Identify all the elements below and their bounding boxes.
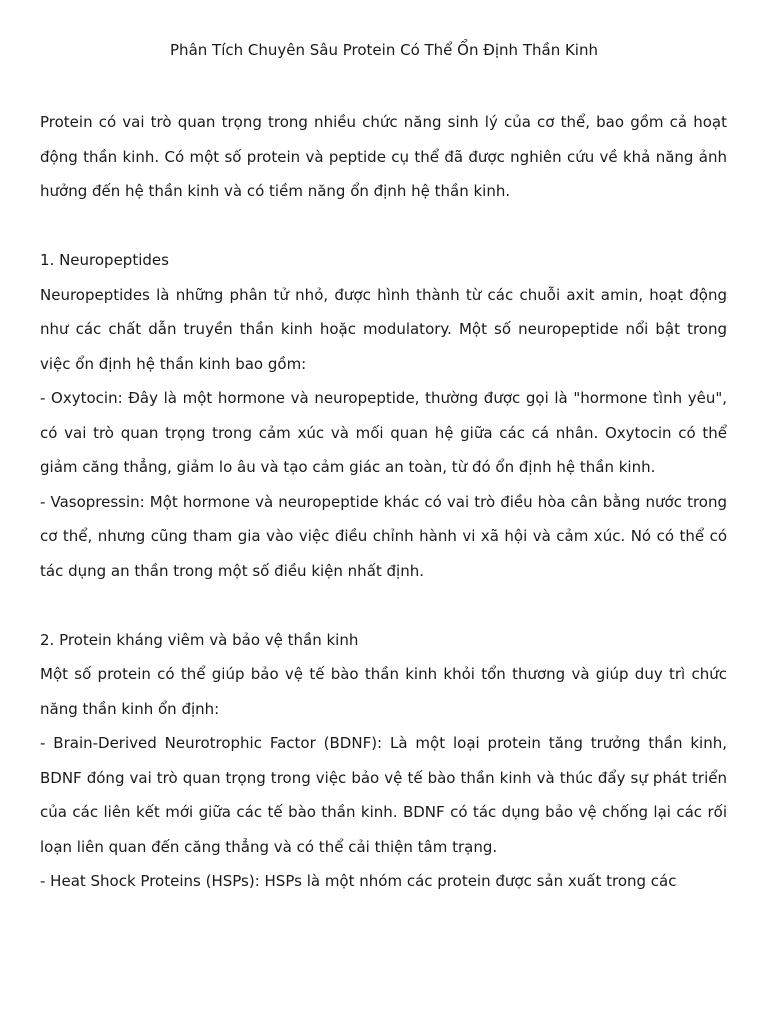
section-2-item-hsps: - Heat Shock Proteins (HSPs): HSPs là một nhóm các protein được sản xuất trong các xyxy=(40,872,677,890)
section-2-heading: 2. Protein kháng viêm và bảo vệ thần kinh xyxy=(40,630,359,649)
document-title: Phân Tích Chuyên Sâu Protein Có Thể Ổn Định Thần Kinh xyxy=(170,41,598,59)
section-1-paragraph: Neuropeptides là những phân tử nhỏ, được hình thành từ các chuỗi axit amin, hoạt động như các chất dẫn truyền thần kinh hoặc modulatory. Một số neuropeptide nổi bật trong việc ổn định hệ thần kinh bao gồm: xyxy=(40,285,727,373)
section-1-heading: 1. Neuropeptides xyxy=(40,251,169,269)
paragraph-spacer xyxy=(40,209,727,244)
document-body xyxy=(40,105,727,899)
section-1-item-oxytocin: - Oxytocin: Đây là một hormone và neuropeptide, thường được gọi là "hormone tình yêu", có vai trò quan trọng trong cảm xúc và mối quan hệ giữa các cá nhân. Oxytocin có thể giảm căng thẳng, giảm lo âu và tạo cảm giác an toàn, từ đó ổn định hệ thần kinh. xyxy=(40,389,727,476)
section-2-item-bdnf: - Brain-Derived Neurotrophic Factor (BDNF): Là một loại protein tăng trưởng thần kinh, BDNF đóng vai trò quan trọng trong việc bảo vệ tế bào thần kinh và thúc đẩy sự phát triển của các liên kết mới giữa các tế bào thần kinh. BDNF có tác dụng bảo vệ chống lại các rối loạn liên quan đến căng thẳng và có thể cải thiện tâm trạng. xyxy=(40,734,727,856)
paragraph-spacer xyxy=(40,588,727,623)
section-1-item-vasopressin: - Vasopressin: Một hormone và neuropeptide khác có vai trò điều hòa cân bằng nước trong cơ thể, nhưng cũng tham gia vào việc điều chỉnh hành vi xã hội và cảm xúc. Nó có thể có tác dụng an thần trong một số điều kiện nhất định. xyxy=(40,492,727,580)
intro-paragraph: Protein có vai trò quan trọng trong nhiều chức năng sinh lý của cơ thể, bao gồm cả hoạt động thần kinh. Có một số protein và peptide cụ thể đã được nghiên cứu về khả năng ảnh hưởng đến hệ thần kinh và có tiềm năng ổn định hệ thần kinh. xyxy=(40,113,727,200)
section-2-paragraph: Một số protein có thể giúp bảo vệ tế bào thần kinh khỏi tổn thương và giúp duy trì chức năng thần kinh ổn định: xyxy=(40,665,727,718)
